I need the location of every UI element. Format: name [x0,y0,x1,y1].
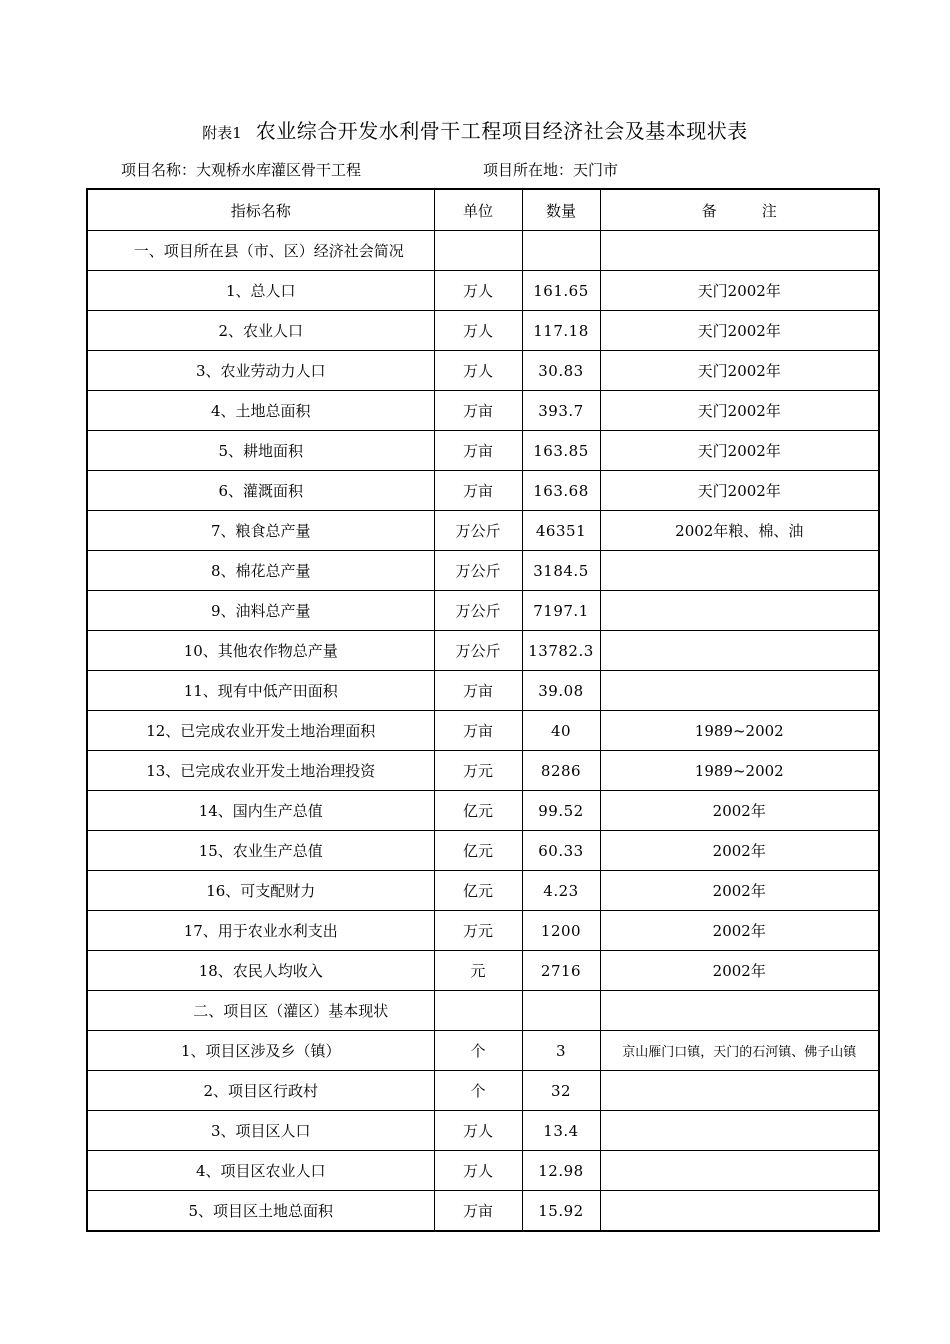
cell-note: 天门2002年 [600,431,879,471]
cell-qty: 13782.3 [522,631,600,671]
cell-note [600,1191,879,1232]
cell-note: 1989~2002 [600,751,879,791]
cell-qty [522,991,600,1031]
cell-note [600,1071,879,1111]
cell-note: 2002年 [600,831,879,871]
cell-note: 2002年 [600,871,879,911]
cell-qty: 1200 [522,911,600,951]
cell-name: 17、用于农业水利支出 [87,911,434,951]
table-section-row [87,991,879,1031]
cell-qty: 30.83 [522,351,600,391]
cell-note: 天门2002年 [600,271,879,311]
cell-unit: 万人 [434,1151,522,1191]
table-row [87,671,879,711]
indicator-table [86,188,880,1232]
cell-name: 9、油料总产量 [87,591,434,631]
table-row [87,471,879,511]
table-row [87,1031,879,1071]
cell-name: 2、项目区行政村 [87,1071,434,1111]
table-row [87,711,879,751]
cell-note [600,551,879,591]
cell-qty: 117.18 [522,311,600,351]
cell-name: 1、总人口 [87,271,434,311]
cell-note [600,631,879,671]
cell-unit: 万亩 [434,711,522,751]
cell-unit: 万亩 [434,471,522,511]
cell-name: 3、项目区人口 [87,1111,434,1151]
header-name: 指标名称 [87,189,434,231]
table-row [87,1151,879,1191]
cell-note: 天门2002年 [600,391,879,431]
cell-name: 11、现有中低产田面积 [87,671,434,711]
cell-qty: 163.85 [522,431,600,471]
cell-note: 京山雁门口镇，天门的石河镇、佛子山镇 [600,1031,879,1071]
header-unit: 单位 [434,189,522,231]
cell-name: 5、项目区土地总面积 [87,1191,434,1232]
cell-unit: 万元 [434,911,522,951]
cell-qty: 8286 [522,751,600,791]
cell-qty: 163.68 [522,471,600,511]
cell-unit: 万公斤 [434,511,522,551]
cell-unit: 万亩 [434,431,522,471]
cell-note [600,1111,879,1151]
cell-qty: 161.65 [522,271,600,311]
table-row [87,751,879,791]
table-row [87,551,879,591]
table-body [87,231,879,1232]
cell-note: 天门2002年 [600,471,879,511]
cell-qty: 2716 [522,951,600,991]
cell-unit: 万公斤 [434,551,522,591]
header-note: 备 注 [600,189,879,231]
cell-qty: 60.33 [522,831,600,871]
cell-name: 8、棉花总产量 [87,551,434,591]
table-header-row [87,189,879,231]
cell-unit: 万亩 [434,391,522,431]
cell-name: 4、土地总面积 [87,391,434,431]
cell-unit: 个 [434,1071,522,1111]
cell-unit: 万元 [434,751,522,791]
table-row [87,311,879,351]
cell-unit: 个 [434,1031,522,1071]
cell-unit: 亿元 [434,791,522,831]
cell-unit: 亿元 [434,871,522,911]
cell-name: 18、农民人均收入 [87,951,434,991]
table-row [87,511,879,551]
cell-name: 4、项目区农业人口 [87,1151,434,1191]
cell-qty: 3 [522,1031,600,1071]
table-row [87,1111,879,1151]
cell-qty: 3184.5 [522,551,600,591]
table-row [87,351,879,391]
table-row [87,791,879,831]
cell-qty: 46351 [522,511,600,551]
cell-qty: 15.92 [522,1191,600,1232]
cell-name: 16、可支配财力 [87,871,434,911]
table-row [87,831,879,871]
table-row [87,631,879,671]
cell-note: 2002年 [600,951,879,991]
cell-unit: 万人 [434,311,522,351]
table-row [87,271,879,311]
cell-note [600,231,879,271]
cell-unit: 万人 [434,1111,522,1151]
table-row [87,431,879,471]
cell-note: 天门2002年 [600,351,879,391]
cell-unit: 万亩 [434,671,522,711]
cell-name: 7、粮食总产量 [87,511,434,551]
table-row [87,1191,879,1232]
cell-qty: 13.4 [522,1111,600,1151]
cell-qty: 39.08 [522,671,600,711]
cell-unit [434,991,522,1031]
cell-qty [522,231,600,271]
cell-note: 天门2002年 [600,311,879,351]
cell-name: 13、已完成农业开发土地治理投资 [87,751,434,791]
header-qty: 数量 [522,189,600,231]
cell-name: 6、灌溉面积 [87,471,434,511]
cell-note: 2002年粮、棉、油 [600,511,879,551]
cell-name: 14、国内生产总值 [87,791,434,831]
table-section-row [87,231,879,271]
cell-unit [434,231,522,271]
cell-unit: 万亩 [434,1191,522,1232]
cell-note: 1989~2002 [600,711,879,751]
document-title [0,115,950,144]
cell-qty: 12.98 [522,1151,600,1191]
table-row [87,1071,879,1111]
table-row [87,391,879,431]
cell-unit: 万人 [434,271,522,311]
cell-note: 2002年 [600,791,879,831]
cell-unit: 万人 [434,351,522,391]
cell-name: 1、项目区涉及乡（镇） [87,1031,434,1071]
cell-qty: 393.7 [522,391,600,431]
cell-name: 二、项目区（灌区）基本现状 [87,991,434,1031]
cell-name: 10、其他农作物总产量 [87,631,434,671]
table-row [87,591,879,631]
cell-qty: 99.52 [522,791,600,831]
cell-qty: 7197.1 [522,591,600,631]
title-prefix: 附表1 [202,124,242,142]
table-row [87,911,879,951]
cell-unit: 亿元 [434,831,522,871]
cell-name: 12、已完成农业开发土地治理面积 [87,711,434,751]
cell-name: 5、耕地面积 [87,431,434,471]
table-row [87,871,879,911]
cell-name: 15、农业生产总值 [87,831,434,871]
cell-name: 一、项目所在县（市、区）经济社会简况 [87,231,434,271]
cell-note: 2002年 [600,911,879,951]
cell-unit: 元 [434,951,522,991]
cell-qty: 4.23 [522,871,600,911]
title-text: 农业综合开发水利骨干工程项目经济社会及基本现状表 [255,119,748,143]
cell-note [600,671,879,711]
cell-unit: 万公斤 [434,591,522,631]
cell-name: 2、农业人口 [87,311,434,351]
cell-qty: 40 [522,711,600,751]
cell-note [600,591,879,631]
cell-note [600,1151,879,1191]
cell-note [600,991,879,1031]
cell-unit: 万公斤 [434,631,522,671]
project-location: 项目所在地：天门市 [483,161,619,179]
table-row [87,951,879,991]
cell-qty: 32 [522,1071,600,1111]
cell-name: 3、农业劳动力人口 [87,351,434,391]
project-name: 项目名称：大观桥水库灌区骨干工程 [121,161,362,179]
